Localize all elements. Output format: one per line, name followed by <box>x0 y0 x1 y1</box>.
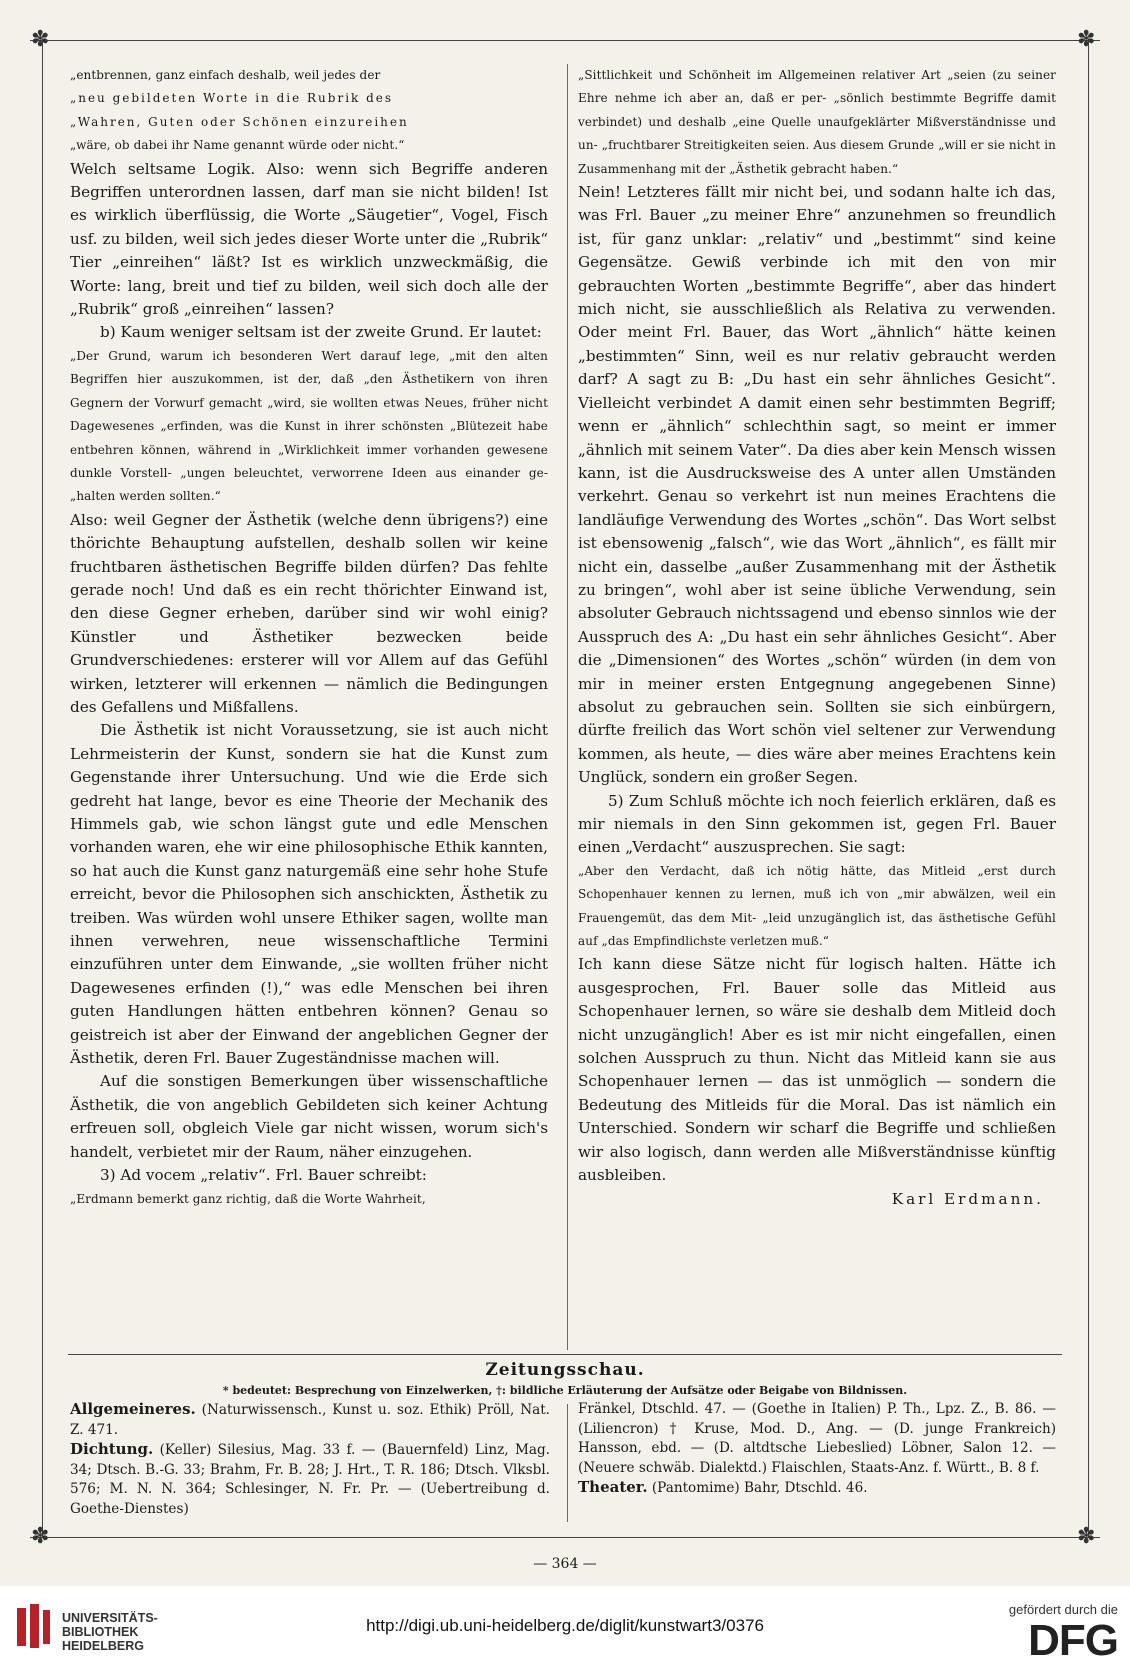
dfg-logo: DFG <box>1028 1616 1118 1665</box>
paragraph: „Wahren, Guten oder Schönen einzureihen <box>70 114 409 129</box>
paragraph: „wäre, ob dabei ihr Name genannt würde oder nicht.“ <box>70 138 405 153</box>
paragraph: Karl Erdmann. <box>891 1189 1044 1208</box>
column-separator <box>567 64 568 1350</box>
paragraph: 3) Ad vocem „relativ“. Frl. Bauer schreibt: <box>100 1166 427 1185</box>
press-review-entry <box>578 1400 1056 1478</box>
page-number: — 364 — <box>533 1556 597 1572</box>
institution-line: BIBLIOTHEK <box>62 1625 139 1639</box>
paragraph: „neu gebildeten Worte in die Rubrik des <box>70 91 394 106</box>
top-border-rule <box>30 40 1100 41</box>
zeitungsschau-column-right <box>578 1400 1056 1499</box>
paragraph: „Erdmann bemerkt ganz richtig, daß die Worte Wahrheit, <box>70 1191 426 1206</box>
paragraph: 5) Zum Schluß möchte ich noch feierlich erklären, daß es mir niemals in den Sinn gekommen ist, gegen Frl. Bauer einen „Verdacht“ auszusprechen. Sie sagt: <box>578 791 1056 857</box>
paragraph: „Aber den Verdacht, daß ich nötig hätte, das Mitleid „erst durch Schopenhauer kennen zu lernen, muß ich von „mir abwälzen, weil ein Frauengemüt, das dem Mit- „leid unzugänglich ist, das ästhetische Gefühl auf „das Empfindlichste verletzen muß.“ <box>578 863 1056 949</box>
paragraph: Nein! Letzteres fällt mir nicht bei, und sodann halte ich das, was Frl. Bauer „zu meiner Ehre“ anzunehmen so freundlich ist, für ganz unklar: „relativ“ und „bestimmt“ sind keine Gegensätze. Gewiß verbinde ich mit den von mir gebrauchten Worten „bestimmte Begriffe“, aber das hindert mich nicht, sie ausschließlich als Relativa zu verwenden. Oder meint Frl. Bauer, das Wort „ähnlich“ hätte keinen „bestimmten“ Sinn, weil es nur relativ gebraucht werden darf? A sagt zu B: „Du hast ein sehr ähnliches Gesicht“. Vielleicht verbindet A damit einen sehr bestimmten Begriff; wenn er „ähnlich“ schlechthin sagt, so meint er immer „ähnlich mit seinem Vater“. Da dies aber kein Mensch wissen kann, ist die Ausdrucksweise des A unter allen Umständen verkehrt. Genau so verkehrt ist nun meines Erachtens die landläufige Verwendung des Wortes „schön“. Das Wort selbst ist ebensowenig „falsch“, wie das Wort „ähnlich“, es fällt mir nicht ein, dasselbe „außer Zusammenhang mit der Ästhetik zu bringen“, wohl aber ist seine übliche Verwendung, sein absoluter Gebrauch nichtssagend und ebenso sinnlos wie der Ausspruch des A: „Du hast ein sehr ähnliches Gesicht“. Aber die „Dimensionen“ des Wortes „schön“ würden (in dem von mir in meiner ersten Entgegnung angegebenen Sinne) absolut zu gebrauchen sein. Sollten sie sich einbürgern, dürfte freilich das Wort schön viel seltener zur Verwendung kommen, als heute, — dies wäre aber meines Erachtens kein Unglück, sondern ein großer Segen. <box>578 183 1056 787</box>
section-divider <box>68 1354 1062 1355</box>
category-heading: Theater. <box>578 1478 648 1497</box>
text-column-left <box>70 64 548 1211</box>
zeitungsschau-column-left <box>70 1400 550 1520</box>
paragraph: b) Kaum weniger seltsam ist der zweite Grund. Er lautet: <box>100 323 542 342</box>
institution-line: HEIDELBERG <box>62 1639 144 1653</box>
text-column-right <box>578 64 1056 1211</box>
institution-line: UNIVERSITÄTS- <box>62 1611 158 1625</box>
corner-ornament-icon: ✽ <box>31 27 50 52</box>
category-heading: Dichtung. <box>70 1440 154 1459</box>
corner-ornament-icon: ✽ <box>1077 27 1096 52</box>
paragraph: Auf die sonstigen Bemerkungen über wissenschaftliche Ästhetik, die von angeblich Gebildeten sich keiner Achtung erfreuen soll, obgleich Viele gar nicht wissen, worum sich's handelt, verbietet mir der Raum, näher einzugehen. <box>70 1072 548 1161</box>
entry-text: (Naturwissensch., Kunst u. soz. Ethik) Pröll, Nat. Z. 471. <box>70 1402 550 1438</box>
zeitungsschau-title: Zeitungsschau. <box>485 1360 645 1380</box>
entry-text: (Pantomime) Bahr, Dtschld. 46. <box>647 1480 868 1497</box>
zeitungsschau-note: * bedeutet: Besprechung von Einzelwerken, †: bildliche Erläuterung der Aufsätze oder Beigabe von Bildnissen. <box>222 1384 908 1397</box>
paragraph: Welch seltsame Logik. Also: wenn sich Begriffe anderen Begriffen unterordnen lassen, darf man sie nicht bilden! Ist es wirklich überflüssig, die Worte „Säugetier“, Vogel, Fisch usf. zu bilden, weil sich jedes dieser Worte unter die „Rubrik“ Tier „einreihen“ läßt? Ist es wirklich unzweckmäßig, die Worte: lang, breit und tief zu bilden, weil sich doch alle der „Rubrik“ groß „einreihen“ lassen? <box>70 159 548 319</box>
corner-ornament-icon: ✽ <box>1077 1524 1096 1549</box>
paragraph: Also: weil Gegner der Ästhetik (welche denn übrigens?) eine thörichte Behauptung aufstellen, deshalb sollen wir keine fruchtbaren ästhetischen Begriffe bilden dürfen? Das fehlte gerade noch! Und daß es ein recht thörichter Einwand ist, den diese Gegner erheben, darüber sind wir wohl einig? Künstler und Ästhetiker bezwecken beide Grundverschiedenes: ersterer will vor Allem auf das Gefühl wirken, letzterer will erkennen — nämlich die Bedingungen des Gefallens und Mißfallens. <box>70 510 548 716</box>
press-review-entry <box>578 1478 1056 1499</box>
source-url-link[interactable]: http://digi.ub.uni-heidelberg.de/diglit/kunstwart3/0376 <box>366 1616 764 1635</box>
paragraph: „Sittlichkeit und Schönheit im Allgemeinen relativer Art „seien (zu seiner Ehre nehme ich aber an, daß er per- „sönlich bestimmte Begriffe damit verbindet) und deshalb „eine Quelle unaufgeklärter Mißverständnisse und un- „fruchtbarer Streitigkeiten seien. Aus diesem Grunde „will er sie nicht in Zusammenhang mit der „Ästhetik gebracht haben.“ <box>578 68 1056 176</box>
paragraph: Ich kann diese Sätze nicht für logisch halten. Hätte ich ausgesprochen, Frl. Bauer solle das Mitleid aus Schopenhauer lernen, so wäre sie deshalb dem Mitleid doch nicht unzugänglich! Aber es ist mir nicht eingefallen, einen solchen Ausspruch zu thun. Nicht das Mitleid kann sie aus Schopenhauer lernen — das ist unmöglich — sondern die Bedeutung des Mitleids für die Moral. Das ist nämlich ein Unterschied. Sondern wir scharf die Begriffe und schließen wir also logisch, dann werden alle Mißverständnisse künftig ausbleiben. <box>578 955 1056 1185</box>
category-heading: Allgemeineres. <box>70 1400 196 1418</box>
paragraph: Die Ästhetik ist nicht Voraussetzung, sie ist auch nicht Lehrmeisterin der Kunst, sondern sie hat die Kunst zum Gegenstande ihrer Untersuchung. Und wie die Erde sich gedreht hat lange, bevor es eine Theorie der Mechanik des Himmels gab, wie schon längst gute und edle Menschen vorhanden waren, ehe wir eine philosophische Ethik kannten, so hat auch die Kunst ganz naturgemäß eine sehr hohe Stufe erreicht, bevor die Philosophen sich anschickten, Ästhetik zu treiben. Was würden wohl unsere Ethiker sagen, wollte man ihnen verwehren, neue wissenschaftliche Termini einzuführen unter dem Einwande, „sie wollten früher nicht Dagewesenes erfinden (!),“ was edle Menschen bei ihren guten Handlungen hätten entbehren können? Genau so geistreich ist aber der Einwand der angeblichen Gegner der Ästhetik, deren Frl. Bauer Zugeständnisse machen will. <box>70 721 548 1068</box>
zeitungsschau-separator <box>567 1404 568 1522</box>
press-review-entry <box>70 1400 550 1440</box>
paragraph: „entbrennen, ganz einfach deshalb, weil jedes der <box>70 68 381 82</box>
bottom-border-rule <box>30 1537 1100 1538</box>
entry-text: (Keller) Silesius, Mag. 33 f. — (Bauernfeld) Linz, Mag. 34; Dtsch. B.-G. 33; Brahm, Fr. B. 28; J. Hrt., T. R. 186; Dtsch. Vlksbl. 576; M. N. N. 364; Schlesinger, N. Fr. Pr. — (Uebertreibung d. Goethe-Dienstes) <box>70 1442 550 1517</box>
paragraph: „Der Grund, warum ich besonderen Wert darauf lege, „mit den alten Begriffen hier auszukommen, ist der, daß „den Ästhetikern von ihren Gegnern der Vorwurf gemacht „wird, sie wollten etwas Neues, früher nicht Dagewesenes „erfinden, was die Kunst in ihrer schönsten „Blütezeit habe entbehren können, während in „Wirklichkeit immer vorhanden gewesene dunkle Vorstell- „ungen beleuchtet, verworrene Ideen aus einander ge- „halten werden sollten.“ <box>70 348 548 504</box>
funding-label: gefördert durch die <box>1008 1602 1118 1617</box>
right-border-rule <box>1088 40 1089 1537</box>
corner-ornament-icon: ✽ <box>31 1524 50 1549</box>
entry-text: Fränkel, Dtschld. 47. — (Goethe in Italien) P. Th., Lpz. Z., B. 86. — (Liliencron) † Kruse, Mod. D., Ang. — (D. junge Frankreich) Hansson, ebd. — (D. altdtsche Liebeslied) Löbner, Salon 12. — (Neuere schwäb. Dialektd.) Flaischlen, Staats-Anz. f. Württ., B. 8 f. <box>578 1401 1056 1476</box>
press-review-entry <box>70 1440 550 1519</box>
left-border-rule <box>42 40 43 1537</box>
